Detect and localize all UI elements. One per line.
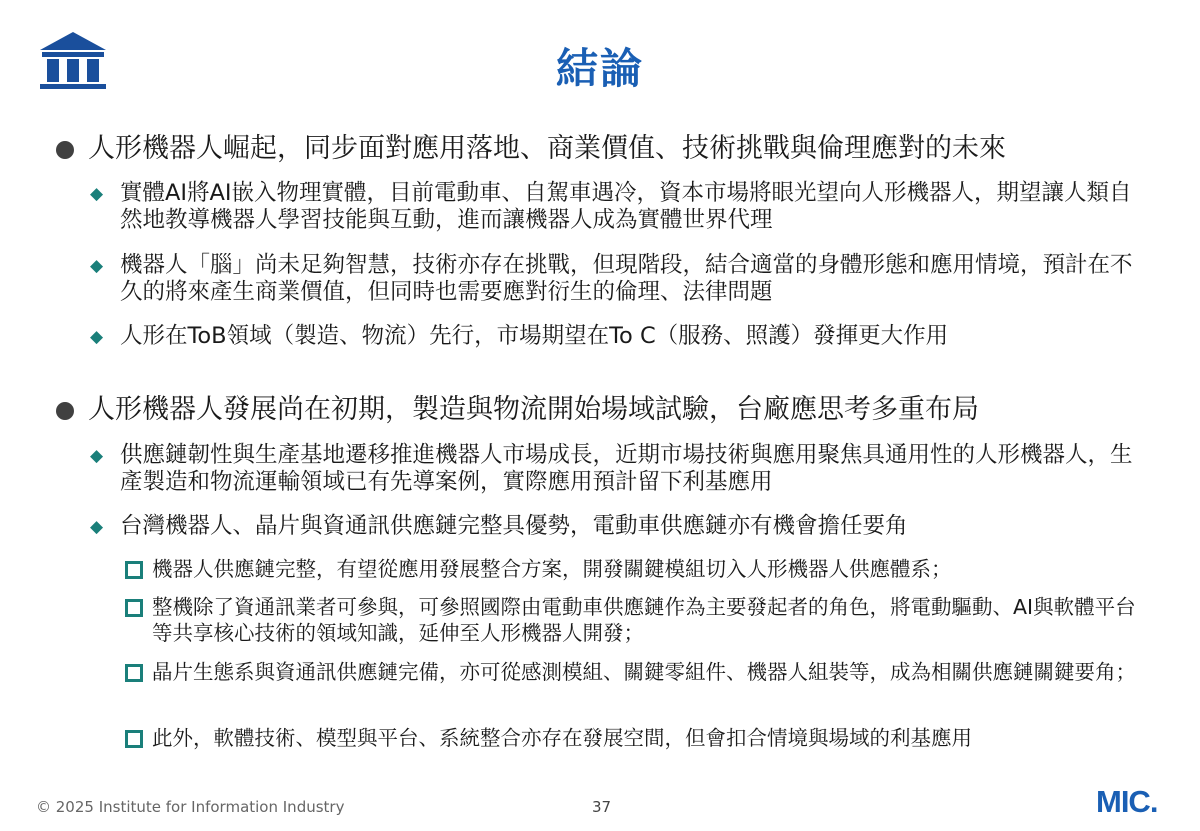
bullet-point: ◆ 人形在ToB領域（製造、物流）先行，市場期望在To C（服務、照護）發揮更大作用 (90, 323, 949, 349)
sub-bullet-point: 晶片生態系與資通訊供應鏈完備，亦可從感測模組、關鍵零組件、機器人組裝等，成為相關供應鏈關鍵要角； (125, 659, 1155, 685)
diamond-bullet-icon: ◆ (90, 517, 104, 537)
bullet-point: ◆ 實體AI將AI嵌入物理實體，目前電動車、自駕車遇冷，資本市場將眼光望向人形機器人，期望讓人類自然地教導機器人學習技能與互動，進而讓機器人成為實體世界代理 (90, 180, 1132, 233)
copyright-text: © 2025 Institute for Information Industry (36, 798, 345, 816)
square-bullet-icon (125, 561, 143, 579)
bullet-point: ◆ 供應鏈韌性與生產基地遷移推進機器人市場成長，近期市場技術與應用聚焦具通用性的人形機器人，生產製造和物流運輸領域已有先導案例，實際應用預計留下利基應用 (90, 442, 1133, 495)
square-bullet-icon (125, 599, 143, 617)
diamond-bullet-icon: ◆ (90, 327, 104, 347)
sub-bullet-point: 整機除了資通訊業者可參與，可參照國際由電動車供應鏈作為主要發起者的角色，將電動驅動、AI與軟體平台等共享核心技術的領域知識，延伸至人形機器人開發； (125, 594, 1155, 646)
diamond-bullet-icon: ◆ (90, 256, 104, 276)
bullet-point: ◆ 台灣機器人、晶片與資通訊供應鏈完整具優勢，電動車供應鏈亦有機會擔任要角 (90, 513, 908, 539)
bullet-point: ◆ 機器人「腦」尚未足夠智慧，技術亦存在挑戰，但現階段，結合適當的身體形態和應用情境，預計在不久的將來產生商業價值，但同時也需要應對衍生的倫理、法律問題 (90, 252, 1133, 305)
square-bullet-icon (125, 664, 143, 682)
circle-bullet-icon (56, 141, 74, 159)
diamond-bullet-icon: ◆ (90, 184, 104, 204)
brand-logo: MIC. (1096, 784, 1158, 819)
diamond-bullet-icon: ◆ (90, 446, 104, 466)
circle-bullet-icon (56, 402, 74, 420)
page-title: 結論 (555, 44, 644, 93)
square-bullet-icon (125, 730, 143, 748)
page-number: 37 (592, 798, 612, 816)
sub-bullet-point: 此外，軟體技術、模型與平台、系統整合亦存在發展空間，但會扣合情境與場域的利基應用 (125, 725, 1155, 751)
sub-bullet-point: 機器人供應鏈完整，有望從應用發展整合方案，開發關鍵模組切入人形機器人供應體系； (125, 556, 1155, 582)
